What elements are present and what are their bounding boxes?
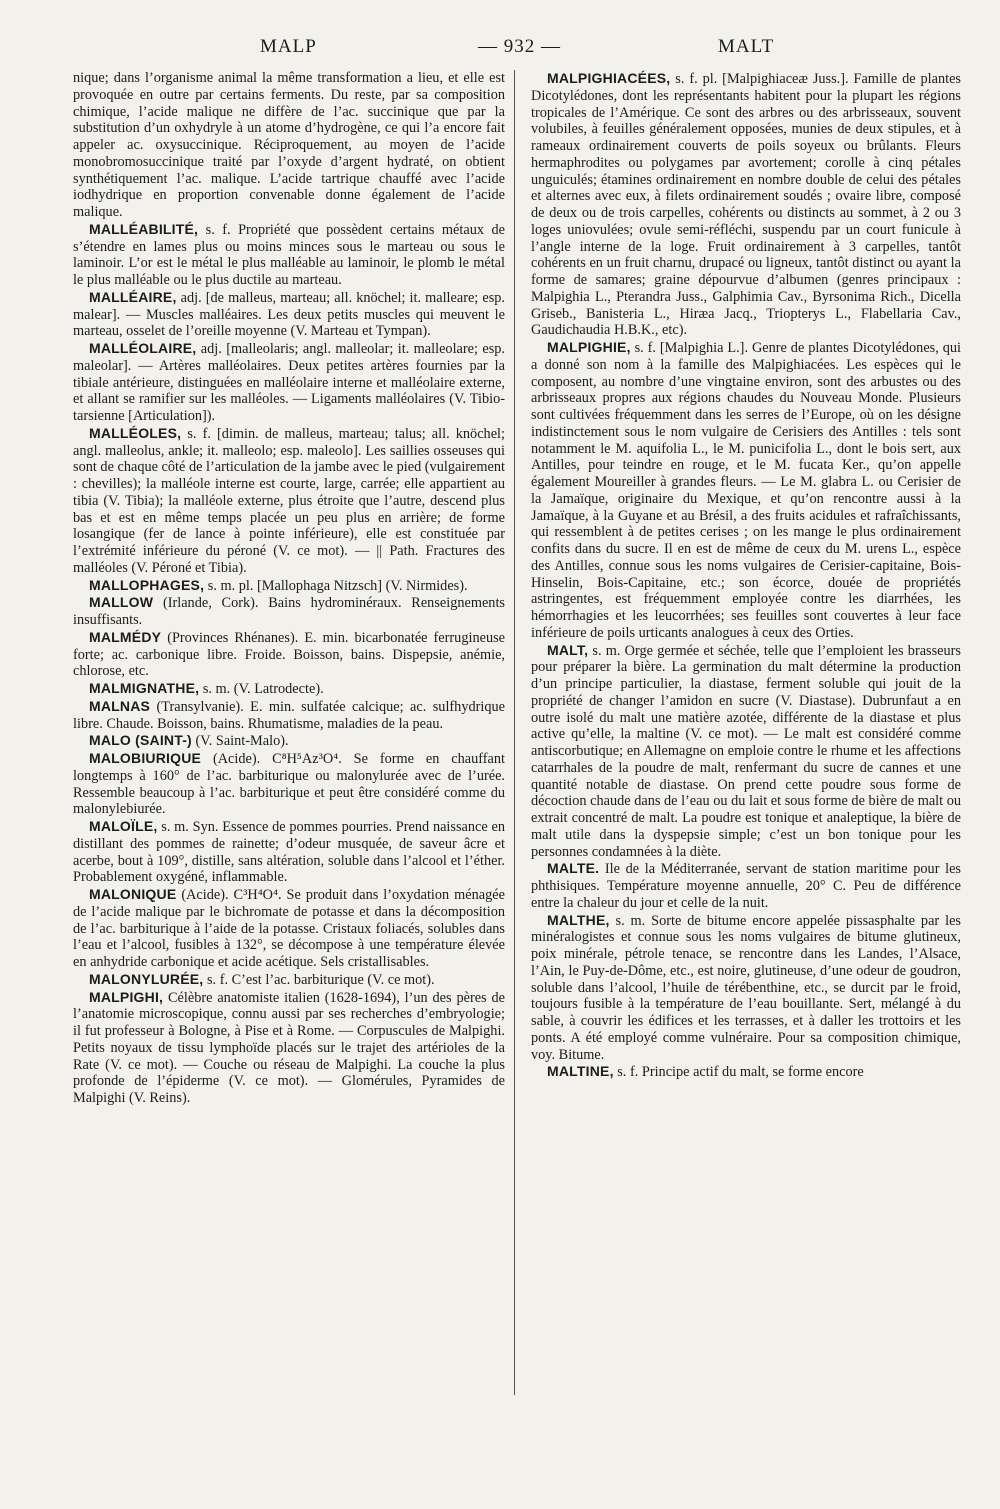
entry-headword: MALLÉOLES, bbox=[89, 424, 182, 441]
entry-text: adj. [de malleus, marteau; all. knöchel; it. malleare; esp. malear]. — Muscles malléaires. Les deux petits muscles qui meuvent le marteau, osselet de l’oreille moyenne (V. Marteau et Tympan). bbox=[73, 289, 505, 340]
entry-text: s. f. [dimin. de malleus, marteau; talus; all. knöchel; angl. malleolus, ankle; it. malleolo; esp. maleolo]. Les saillies osseuses qui sont de chaque côté de l’articulation de la jambe avec le pied (vulgairement : chevilles); la malléole interne est courte, large, carrée; elle appartient au tibia (V. Tibia); la malléole externe, plus étroite que l’autre, descend plus bas et est en même temps placée un peu plus en arrière; de forme losangique (fer de lance à pointe inférieure), elle est constituée par l’extrémité inférieure du péroné (V. ce mot). — || Path. Fractures des malléoles (V. Péroné et Tibia). bbox=[73, 425, 505, 576]
entry-malmedy bbox=[73, 629, 505, 680]
entry-headword: MALLÉAIRE, bbox=[89, 288, 177, 305]
entry-headword: MALT, bbox=[547, 641, 589, 658]
entry-headword: MALLOPHAGES, bbox=[89, 576, 205, 593]
entry-malleoles bbox=[73, 425, 505, 577]
entry-headword: MALPIGHIE, bbox=[547, 339, 631, 355]
entry-maltine bbox=[531, 1063, 961, 1081]
left-column bbox=[73, 70, 505, 1107]
header-left-guide-word: MALP bbox=[260, 36, 317, 57]
entry-text: (Acide). C⁸H⁵Az³O⁴. Se forme en chauffant longtemps à 160° de l’ac. barbiturique ou malonylurée avec de l’urée. Ressemble beaucoup à l’ac. barbiturique et peut être considéré comme du malonylebiurée. bbox=[73, 751, 505, 818]
entry-malnas bbox=[73, 698, 505, 733]
entry-text: s. f. [Malpighia L.]. Genre de plantes Dicotylédones, qui a donné son nom à la famille des Malpighiacées. Les espèces qui le composent, au nombre d’une vingtaine environ, sont des arbustes ou des arbrisseaux propres aux régions chaudes du Nouveau Monde. Plusieurs sont cultivées fréquemment dans les serres de l’Europe, où on les désigne indistinctement sous le nom vulgaire de Cerisiers des Antilles : tels sont notamment le M. aquifolia L., le M. punicifolia L., dont le bois sert, aux Antilles, pour teindre en rouge, et le M. fucata Ker., qu’on appelle également Moureiller à grandes fleurs. — Le M. glabra L. ou Cerisier de la Jamaïque, originaire du Mexique, et qu’on rencontre aussi à la Jamaïque, à la Guyane et au Brésil, a des fruits acidules et rafraîchissants, qui ressemblent à de petites cerises ; on les mange le plus ordinairement confits dans du sucre. Il en est de même de ceux du M. urens L., espèce des Antilles, connue sous les noms vulgaires de Cerisier-capitaine, Bois-Hinselin, Bois-Capitaine, etc.; son écorce, douée de propriétés astringentes, est fréquemment employée contre les diarrhées, les hémorrhagies et les leucorrhées; ses feuilles sont couvertes à leur face inférieure de poils urticants analogues à ceux des Orties. bbox=[531, 340, 961, 641]
entry-malleaire bbox=[73, 289, 505, 340]
entry-mallow bbox=[73, 594, 505, 629]
entry-malmignathe bbox=[73, 680, 505, 698]
entry-malt bbox=[531, 642, 961, 861]
column-divider bbox=[514, 70, 515, 1395]
entry-text: (Irlande, Cork). Bains hydrominéraux. Renseignements insuffisants. bbox=[73, 595, 505, 628]
entry-text: nique; dans l’organisme animal la même transformation a lieu, et elle est provoquée en outre par certains ferments. Du reste, par sa composition chimique, l’acide malique ne diffère de l’ac. succinique que par la substitution d’un oxhydryle à un atome d’hydrogène, ce qui l’a encore fait appeler ac. oxysuccinique. Réciproquement, au moyen de l’acide monobromosuccinique traité par l’oxyde d’argent hydraté, on obtient synthétiquement l’ac. malique. L’acide tartrique chauffé avec l’acide iodhydrique en proportion convenable donne également de l’acide malique. bbox=[73, 70, 505, 220]
entry-maloile bbox=[73, 818, 505, 886]
right-column bbox=[531, 70, 961, 1081]
entry-headword: MALLÉABILITÉ, bbox=[89, 220, 199, 237]
entry-headword: MALMÉDY bbox=[89, 628, 162, 645]
header-right-guide-word: MALT bbox=[718, 36, 775, 57]
entry-headword: MALO (SAINT-) bbox=[89, 732, 192, 749]
entry-headword: MALPIGHI, bbox=[89, 988, 164, 1005]
entry-text: s. m. Orge germée et séchée, telle que l’emploient les brasseurs pour préparer la bière. La germination du malt détermine la production d’un principe particulier, la diastase, ferment soluble qui jouit de la propriété de changer l’amidon en sucre (V. Diastase). Dubrunfaut a en outre isolé du malt une matière azotée, différente de la diastase et plus active qu’elle, la maltine (V. ce mot). — Le malt est considéré comme antiscorbutique; en Allemagne on emploie contre le rhume et les affections catarrhales de la poudre de malt, renfermant du sucre de cannes et une quantité notable de diastase. On prend cette poudre sous forme de décoction chaude dans de l’eau ou du lait et sous forme de bière de malt ou extrait concentré de malt. La poudre est tonique et analeptique, la bière de malt utile dans la dyspepsie simple; c’est un bon tonique pour les personnes condamnées à la diète. bbox=[531, 642, 961, 860]
page-number: — 932 — bbox=[478, 36, 561, 57]
entry-text: s. m. Sorte de bitume encore appelée pissasphalte par les minéralogistes et connue sous les noms vulgaires de bitume glutineux, poix minérale, pétrole tenace, se rencontre dans les Landes, l’Alsace, l’Ain, le Puy-de-Dôme, etc., est noire, glutineuse, d’une odeur de goudron, soluble dans l’alcool, l’huile de térébenthine, etc., se durcit par le froid, toujours fusible à la température de l’eau bouillante. Sert, mélangé à du sable, à couvrir les édifices et les terrasses, et à daller les trottoirs et les ponts. A été employé comme vulnéraire. Pour sa composition chimique, voy. Bitume. bbox=[531, 912, 961, 1063]
entry-text: (Acide). C³H⁴O⁴. Se produit dans l’oxydation ménagée de l’acide malique par le bichromate de potasse et dans la décomposition de l’ac. barbiturique à l’aide de la potasse. Cristaux foliacés, solubles dans l’eau et l’alcool, fusibles à 132°, se décompose à une température élevée en anhydride carbonique et acide acétique. Sels cristallisables. bbox=[73, 887, 505, 970]
entry-malonyluree bbox=[73, 971, 505, 989]
entry-text: (Provinces Rhénanes). E. min. bicarbonatée ferrugineuse forte; ac. carbonique libre. Froide. Boisson, bains. Dispepsie, anémie, chlorose, etc. bbox=[73, 629, 505, 680]
entry-headword: MALTE. bbox=[547, 860, 600, 877]
entry-text: s. f. C’est l’ac. barbiturique (V. ce mot). bbox=[203, 971, 435, 988]
entry-malpighie bbox=[531, 339, 961, 642]
entry-malo-saint bbox=[73, 732, 505, 750]
entry-headword: MALTHE, bbox=[547, 911, 610, 928]
entry-malonique bbox=[73, 886, 505, 971]
entry-headword: MALONYLURÉE, bbox=[89, 970, 204, 987]
entry-text: s. f. pl. [Malpighiaceæ Juss.]. Famille de plantes Dicotylédones, dont les représentants habitent pour la plupart les régions tropicales de l’Amérique. Ce sont des arbres ou des arbrisseaux, souvent volubiles, à feuilles généralement opposées, munies de deux stipules, et à rameaux ordinairement couverts de poils soyeux ou brûlants. Fleurs hermaphrodites ou polygames par avortement; corolle à cinq pétales unguiculés; étamines ordinairement en nombre double de celui des pétales et alternes avec eux, à filets ordinairement soudés ; ovaire libre, composé de deux ou de trois carpelles, cohérents ou distincts au sommet, à 2 ou 3 loges uniovulées; ovule semi-réfléchi, suspendu par un court funicule à l’angle interne de la loge. Fruit ordinairement à 3 carpelles, tantôt cohérents en un fruit charnu, drupacé ou ligneux, tantôt distinct ou ayant la forme de samares; graine dépourvue d’albumen (genres principaux : Malpighia L., Pterandra Juss., Galphimia Cav., Byrsonima Rich., Dicella Griseb., Banisteria L., Hiræa Jacq., Triopterys L., Flabellaria Cav., Gaudichaudia H.B.K., etc). bbox=[531, 71, 961, 339]
entry-malpighiacees bbox=[531, 70, 961, 339]
page-header bbox=[70, 30, 960, 60]
entry-malpighi bbox=[73, 989, 505, 1107]
entry-text: adj. [malleolaris; angl. malleolar; it. malleolare; esp. maleolar]. — Artères malléolaires. Deux petites artères fournies par la tibiale antérieure, distinguées en malléolaire interne et malléolaire externe, et allant se ramifier sur les malléoles. — Ligaments malléolaires (V. Tibio-tarsienne [Articulation]). bbox=[73, 341, 505, 424]
entry-text: s. m. (V. Latrodecte). bbox=[199, 681, 324, 697]
entry-headword: MALOÏLE, bbox=[89, 818, 158, 834]
entry-text: s. f. Principe actif du malt, se forme encore bbox=[613, 1064, 864, 1081]
entry-headword: MALONIQUE bbox=[89, 886, 177, 902]
entry-text: Célèbre anatomiste italien (1628-1694), l’un des pères de l’anatomie microscopique, connu aussi par ses recherches d’embryologie; il fut professeur à Bologne, à Pise et à Rome. — Corpuscules de Malpighi. Petits noyaux de tissu lymphoïde placés sur le trajet des artérioles de la Rate (V. ce mot). — Couche ou réseau de Malpighi. La couche la plus profonde de l’épiderme (V. ce mot). — Glomérules, Pyramides de Malpighi (V. Reins). bbox=[73, 989, 505, 1106]
entry-malleabilite bbox=[73, 221, 505, 289]
entry-text: Ile de la Méditerranée, servant de station maritime pour les phthisiques. Température moyenne annuelle, 20° C. Peu de différence entre la chaleur du jour et celle de la nuit. bbox=[531, 861, 961, 911]
entry-text: s. m. Syn. Essence de pommes pourries. Prend naissance en distillant des pommes de rainette; d’odeur musquée, de saveur âcre et acerbe, bout à 109°, distille, sans altération, soluble dans l’alcool et l’éther. Probablement oxygéné, inflammable. bbox=[73, 819, 505, 886]
entry-continuation bbox=[73, 70, 505, 221]
entry-mallophages bbox=[73, 577, 505, 595]
entry-text: s. f. Propriété que possèdent certains métaux de s’étendre en lames plus ou moins minces sous le marteau ou sous le laminoir. L’or est le métal le plus malléable au laminoir, le plomb le métal le plus malléable ou le plus ductile au marteau. bbox=[73, 221, 505, 288]
entry-headword: MALTINE, bbox=[547, 1063, 614, 1080]
entry-headword: MALLÉOLAIRE, bbox=[89, 340, 197, 356]
entry-malte bbox=[531, 860, 961, 911]
entry-headword: MALOBIURIQUE bbox=[89, 750, 202, 766]
entry-text: (V. Saint-Malo). bbox=[191, 733, 289, 750]
entry-malleolaire bbox=[73, 340, 505, 425]
entry-text: (Transylvanie). E. min. sulfatée calcique; ac. sulfhydrique libre. Chaude. Boisson, bains. Rhumatisme, maladies de la peau. bbox=[73, 698, 505, 732]
entry-malthe bbox=[531, 912, 961, 1064]
entry-malobiurique bbox=[73, 750, 505, 818]
entry-headword: MALNAS bbox=[89, 697, 151, 714]
entry-headword: MALMIGNATHE, bbox=[89, 680, 200, 696]
entry-headword: MALPIGHIACÉES, bbox=[547, 70, 671, 86]
entry-headword: MALLOW bbox=[89, 594, 154, 611]
entry-text: s. m. pl. [Mallophaga Nitzsch] (V. Nirmides). bbox=[204, 577, 468, 594]
